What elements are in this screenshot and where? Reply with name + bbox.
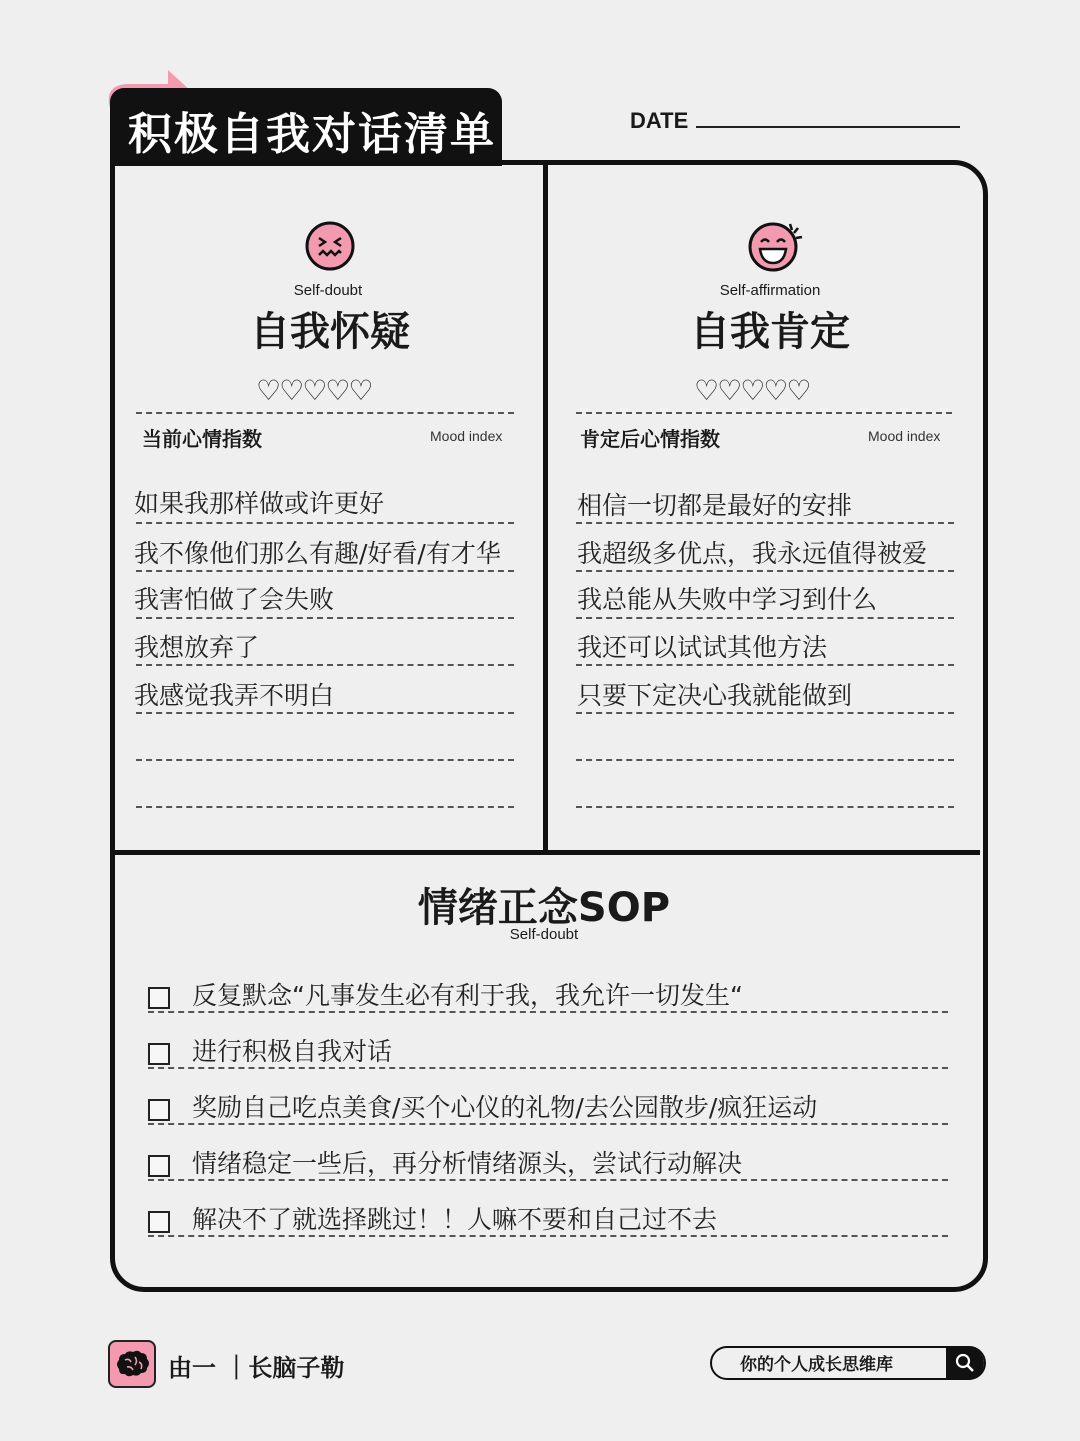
sop-item: 进行积极自我对话 — [192, 1037, 393, 1066]
sop-checkbox[interactable] — [148, 987, 170, 1009]
mood-index-right: Mood index — [868, 428, 941, 444]
line-rule — [576, 617, 954, 619]
sop-item: 解决不了就选择跳过！！人嘛不要和自己过不去 — [192, 1205, 718, 1234]
line-rule — [576, 570, 954, 572]
affirmation-line: 我还可以试试其他方法 — [577, 633, 828, 662]
left-en-title: Self-doubt — [293, 282, 363, 299]
section-divider — [112, 850, 980, 855]
search-icon — [946, 1346, 984, 1380]
divider-dashed — [136, 412, 514, 414]
search-slogan: 你的个人成长思维库 — [740, 1355, 893, 1375]
mood-hearts-left[interactable]: ♡♡♡♡♡ — [256, 374, 372, 407]
doubt-line: 如果我那样做或许更好 — [134, 489, 385, 518]
brand-logo — [108, 1340, 156, 1388]
line-rule — [148, 1179, 948, 1181]
line-rule — [136, 712, 514, 714]
left-cn-title: 自我怀疑 — [250, 309, 410, 355]
sop-item: 奖励自己吃点美食/买个心仪的礼物/去公园散步/疯狂运动 — [192, 1093, 818, 1122]
line-rule — [148, 1011, 948, 1013]
line-rule — [576, 664, 954, 666]
affirmation-line: 我超级多优点，我永远值得被爱 — [577, 539, 928, 568]
brain-icon — [110, 1342, 154, 1386]
date-label: DATE — [630, 108, 689, 133]
line-rule — [148, 1235, 948, 1237]
date-field[interactable] — [696, 126, 960, 128]
mood-label-right: 肯定后心情指数 — [580, 427, 720, 451]
sop-checkbox[interactable] — [148, 1099, 170, 1121]
sop-item: 情绪稳定一些后，再分析情绪源头，尝试行动解决 — [192, 1149, 743, 1178]
line-rule — [576, 522, 954, 524]
doubt-line: 我害怕做了会失败 — [134, 585, 335, 614]
doubt-line: 我不像他们那么有趣/好看/有才华 — [134, 539, 501, 568]
sop-checkbox[interactable] — [148, 1155, 170, 1177]
doubt-line: 我想放弃了 — [134, 633, 260, 662]
affirmation-line: 只要下定决心我就能做到 — [577, 681, 853, 710]
blank-line[interactable] — [136, 759, 514, 761]
blank-line[interactable] — [136, 806, 514, 808]
right-en-title: Self-affirmation — [719, 282, 821, 299]
mood-index-left: Mood index — [430, 428, 503, 444]
sop-title: 情绪正念SOP — [417, 885, 671, 931]
affirmation-line: 相信一切都是最好的安排 — [577, 491, 853, 520]
line-rule — [576, 712, 954, 714]
right-cn-title: 自我肯定 — [690, 309, 850, 355]
mood-hearts-right[interactable]: ♡♡♡♡♡ — [694, 374, 810, 407]
blank-line[interactable] — [576, 759, 954, 761]
mood-label-left: 当前心情指数 — [142, 427, 262, 451]
laughing-face-icon — [748, 218, 806, 274]
divider-dashed — [576, 412, 952, 414]
line-rule — [136, 664, 514, 666]
dizzy-face-icon — [304, 220, 356, 272]
line-rule — [148, 1123, 948, 1125]
page-title: 积极自我对话清单 — [128, 109, 496, 160]
affirmation-line: 我总能从失败中学习到什么 — [577, 585, 878, 614]
brand-name: 由一 ｜长脑子勒 — [168, 1354, 345, 1382]
search-button[interactable] — [946, 1346, 984, 1380]
line-rule — [148, 1067, 948, 1069]
sop-subtitle: Self-doubt — [509, 926, 579, 943]
sop-item: 反复默念“凡事发生必有利于我，我允许一切发生“ — [192, 981, 743, 1010]
blank-line[interactable] — [576, 806, 954, 808]
line-rule — [136, 570, 514, 572]
doubt-line: 我感觉我弄不明白 — [134, 681, 335, 710]
line-rule — [136, 522, 514, 524]
column-divider — [543, 162, 548, 852]
sop-checkbox[interactable] — [148, 1211, 170, 1233]
sop-checkbox[interactable] — [148, 1043, 170, 1065]
line-rule — [136, 617, 514, 619]
